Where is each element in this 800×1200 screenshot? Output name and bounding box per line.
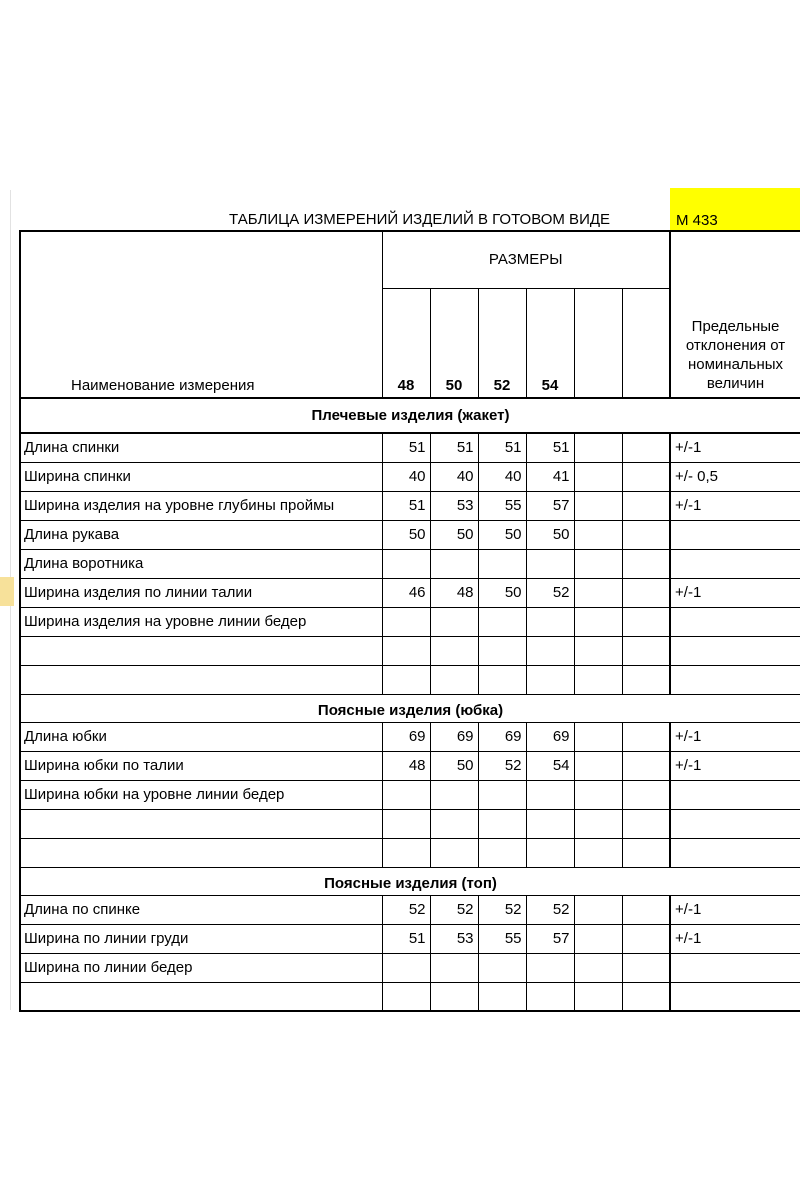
empty-cell bbox=[574, 636, 622, 665]
value-cell: 53 bbox=[430, 491, 478, 520]
value-cell bbox=[430, 809, 478, 838]
value-cell: 52 bbox=[430, 895, 478, 924]
value-cell: 57 bbox=[526, 491, 574, 520]
measurement-name: Длина рукава bbox=[20, 520, 382, 549]
value-cell bbox=[430, 982, 478, 1011]
empty-cell bbox=[574, 462, 622, 491]
empty-cell bbox=[622, 491, 670, 520]
table-row bbox=[20, 665, 800, 694]
value-cell bbox=[382, 636, 430, 665]
measurement-name: Ширина изделия на уровне глубины проймы bbox=[20, 491, 382, 520]
value-cell bbox=[526, 607, 574, 636]
value-cell bbox=[478, 953, 526, 982]
table-row bbox=[20, 895, 800, 924]
table-row bbox=[20, 751, 800, 780]
empty-cell bbox=[622, 578, 670, 607]
empty-cell bbox=[622, 433, 670, 462]
value-cell: 69 bbox=[382, 722, 430, 751]
table-row bbox=[20, 520, 800, 549]
table-row bbox=[20, 578, 800, 607]
value-cell bbox=[382, 607, 430, 636]
empty-cell bbox=[574, 953, 622, 982]
value-cell bbox=[430, 549, 478, 578]
table-row bbox=[20, 722, 800, 751]
name-column-header: Наименование измерения bbox=[20, 231, 382, 398]
measurement-name bbox=[20, 982, 382, 1011]
value-cell: 46 bbox=[382, 578, 430, 607]
value-cell bbox=[430, 953, 478, 982]
size-header: 52 bbox=[478, 288, 526, 398]
value-cell: 69 bbox=[478, 722, 526, 751]
value-cell bbox=[382, 549, 430, 578]
value-cell: 55 bbox=[478, 491, 526, 520]
value-cell: 40 bbox=[478, 462, 526, 491]
value-cell bbox=[382, 780, 430, 809]
value-cell: 50 bbox=[478, 578, 526, 607]
measurement-name: Ширина изделия на уровне линии бедер bbox=[20, 607, 382, 636]
empty-cell bbox=[574, 607, 622, 636]
sizes-title-row bbox=[20, 231, 800, 288]
size-header: 50 bbox=[430, 288, 478, 398]
value-cell bbox=[382, 665, 430, 694]
value-cell: 52 bbox=[382, 895, 430, 924]
value-cell: 40 bbox=[430, 462, 478, 491]
empty-cell bbox=[622, 607, 670, 636]
value-cell: 52 bbox=[478, 895, 526, 924]
value-cell: 54 bbox=[526, 751, 574, 780]
tolerance-cell bbox=[670, 636, 800, 665]
value-cell bbox=[430, 780, 478, 809]
section-header-row bbox=[20, 398, 800, 433]
empty-cell bbox=[622, 722, 670, 751]
measurement-name: Ширина спинки bbox=[20, 462, 382, 491]
value-cell: 55 bbox=[478, 924, 526, 953]
tolerance-cell: +/-1 bbox=[670, 578, 800, 607]
empty-cell bbox=[622, 838, 670, 867]
tolerance-cell bbox=[670, 809, 800, 838]
value-cell bbox=[478, 665, 526, 694]
value-cell bbox=[382, 953, 430, 982]
value-cell bbox=[526, 636, 574, 665]
value-cell: 51 bbox=[478, 433, 526, 462]
tolerance-cell: +/- 0,5 bbox=[670, 462, 800, 491]
value-cell: 48 bbox=[382, 751, 430, 780]
empty-cell bbox=[574, 491, 622, 520]
tolerance-cell: +/-1 bbox=[670, 751, 800, 780]
empty-cell bbox=[574, 780, 622, 809]
size-header: 54 bbox=[526, 288, 574, 398]
table-row bbox=[20, 924, 800, 953]
tolerance-cell: +/-1 bbox=[670, 433, 800, 462]
value-cell: 41 bbox=[526, 462, 574, 491]
empty-cell bbox=[574, 665, 622, 694]
empty-cell bbox=[574, 578, 622, 607]
measurement-name: Ширина юбки по талии bbox=[20, 751, 382, 780]
table-row bbox=[20, 982, 800, 1011]
value-cell bbox=[478, 549, 526, 578]
value-cell: 51 bbox=[382, 491, 430, 520]
value-cell bbox=[430, 838, 478, 867]
measurement-name bbox=[20, 665, 382, 694]
value-cell: 51 bbox=[382, 924, 430, 953]
value-cell bbox=[526, 953, 574, 982]
value-cell bbox=[430, 636, 478, 665]
empty-cell bbox=[622, 924, 670, 953]
value-cell bbox=[478, 809, 526, 838]
tolerance-cell bbox=[670, 780, 800, 809]
value-cell: 51 bbox=[430, 433, 478, 462]
empty-cell bbox=[622, 895, 670, 924]
section-title: Плечевые изделия (жакет) bbox=[20, 398, 800, 433]
section-header-row bbox=[20, 867, 800, 895]
value-cell: 52 bbox=[478, 751, 526, 780]
measurement-name: Длина воротника bbox=[20, 549, 382, 578]
section-title: Поясные изделия (топ) bbox=[20, 867, 800, 895]
measurement-name: Длина по спинке bbox=[20, 895, 382, 924]
title-row bbox=[20, 188, 800, 231]
empty-cell bbox=[622, 780, 670, 809]
empty-cell bbox=[622, 520, 670, 549]
value-cell bbox=[478, 780, 526, 809]
table-title: ТАБЛИЦА ИЗМЕРЕНИЙ ИЗДЕЛИЙ В ГОТОВОМ ВИДЕ bbox=[20, 188, 670, 231]
tolerance-cell bbox=[670, 665, 800, 694]
tolerance-cell bbox=[670, 838, 800, 867]
size-header-empty bbox=[622, 288, 670, 398]
table-row bbox=[20, 809, 800, 838]
measurement-table bbox=[19, 188, 800, 1012]
tolerance-cell: +/-1 bbox=[670, 491, 800, 520]
value-cell: 40 bbox=[382, 462, 430, 491]
value-cell bbox=[526, 982, 574, 1011]
measurement-name: Ширина по линии бедер bbox=[20, 953, 382, 982]
tolerance-column-header: Предельные отклонения от номинальных величин bbox=[670, 231, 800, 398]
value-cell bbox=[478, 982, 526, 1011]
value-cell bbox=[382, 838, 430, 867]
value-cell: 50 bbox=[430, 520, 478, 549]
tolerance-cell bbox=[670, 520, 800, 549]
table-row bbox=[20, 491, 800, 520]
measurement-name bbox=[20, 636, 382, 665]
value-cell bbox=[526, 838, 574, 867]
tolerance-cell bbox=[670, 607, 800, 636]
value-cell: 50 bbox=[430, 751, 478, 780]
tolerance-cell: +/-1 bbox=[670, 722, 800, 751]
measurement-name: Ширина изделия по линии талии bbox=[20, 578, 382, 607]
empty-cell bbox=[574, 895, 622, 924]
value-cell bbox=[526, 809, 574, 838]
value-cell: 57 bbox=[526, 924, 574, 953]
empty-cell bbox=[574, 924, 622, 953]
empty-cell bbox=[622, 751, 670, 780]
value-cell: 69 bbox=[526, 722, 574, 751]
value-cell bbox=[526, 549, 574, 578]
value-cell bbox=[526, 780, 574, 809]
empty-cell bbox=[622, 636, 670, 665]
value-cell bbox=[430, 665, 478, 694]
empty-cell bbox=[574, 751, 622, 780]
selected-row-header bbox=[0, 577, 14, 606]
empty-cell bbox=[622, 953, 670, 982]
value-cell bbox=[382, 809, 430, 838]
measurement-name: Ширина юбки на уровне линии бедер bbox=[20, 780, 382, 809]
empty-cell bbox=[574, 982, 622, 1011]
value-cell: 50 bbox=[526, 520, 574, 549]
size-header-empty bbox=[574, 288, 622, 398]
tolerance-cell bbox=[670, 953, 800, 982]
empty-cell bbox=[574, 520, 622, 549]
value-cell: 51 bbox=[382, 433, 430, 462]
table-row bbox=[20, 838, 800, 867]
tolerance-cell: +/-1 bbox=[670, 924, 800, 953]
empty-cell bbox=[574, 838, 622, 867]
table-row bbox=[20, 636, 800, 665]
value-cell: 51 bbox=[526, 433, 574, 462]
model-number: М 433 bbox=[670, 188, 800, 231]
value-cell: 48 bbox=[430, 578, 478, 607]
size-header: 48 bbox=[382, 288, 430, 398]
tolerance-cell: +/-1 bbox=[670, 895, 800, 924]
value-cell bbox=[478, 838, 526, 867]
value-cell: 50 bbox=[382, 520, 430, 549]
measurement-name: Ширина по линии груди bbox=[20, 924, 382, 953]
measurement-name: Длина спинки bbox=[20, 433, 382, 462]
value-cell bbox=[430, 607, 478, 636]
empty-cell bbox=[574, 549, 622, 578]
value-cell bbox=[478, 636, 526, 665]
tolerance-cell bbox=[670, 549, 800, 578]
value-cell: 50 bbox=[478, 520, 526, 549]
value-cell: 52 bbox=[526, 895, 574, 924]
table-row bbox=[20, 549, 800, 578]
value-cell bbox=[478, 607, 526, 636]
value-cell: 52 bbox=[526, 578, 574, 607]
sizes-title: РАЗМЕРЫ bbox=[382, 231, 670, 288]
empty-cell bbox=[574, 433, 622, 462]
empty-cell bbox=[622, 809, 670, 838]
measurement-name bbox=[20, 838, 382, 867]
measurement-name: Длина юбки bbox=[20, 722, 382, 751]
tolerance-cell bbox=[670, 982, 800, 1011]
section-header-row bbox=[20, 694, 800, 722]
value-cell: 53 bbox=[430, 924, 478, 953]
measurement-name bbox=[20, 809, 382, 838]
table-row bbox=[20, 462, 800, 491]
table-row bbox=[20, 607, 800, 636]
value-cell bbox=[526, 665, 574, 694]
empty-cell bbox=[622, 665, 670, 694]
table-row bbox=[20, 433, 800, 462]
value-cell: 69 bbox=[430, 722, 478, 751]
empty-cell bbox=[574, 809, 622, 838]
empty-cell bbox=[574, 722, 622, 751]
empty-cell bbox=[622, 462, 670, 491]
empty-cell bbox=[622, 982, 670, 1011]
section-title: Поясные изделия (юбка) bbox=[20, 694, 800, 722]
empty-cell bbox=[622, 549, 670, 578]
value-cell bbox=[382, 982, 430, 1011]
table-row bbox=[20, 780, 800, 809]
table-row bbox=[20, 953, 800, 982]
